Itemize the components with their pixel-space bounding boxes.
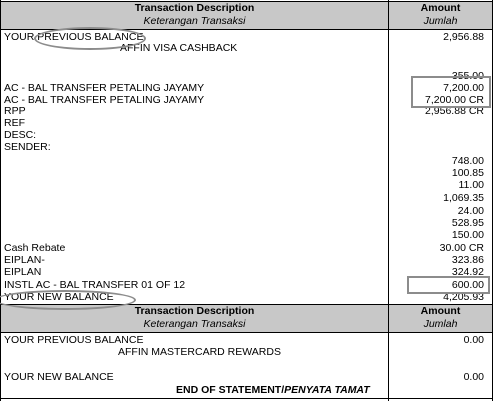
description-subtitle: Keterangan Transaksi: [143, 318, 246, 330]
column-divider: [388, 0, 389, 401]
amount-title: Amount: [420, 305, 461, 317]
sender-label: SENDER:: [4, 141, 51, 153]
cash-rebate-amount: 30.00 CR: [439, 242, 484, 254]
amount-cell: 100.85: [451, 167, 484, 179]
card-name: AFFIN VISA CASHBACK: [120, 42, 238, 54]
rpp-label: RPP: [4, 105, 26, 117]
description-title: Transaction Description: [134, 305, 255, 317]
installment-label: INSTL AC - BAL TRANSFER 01 OF 12: [4, 279, 186, 291]
end-of-statement: [176, 384, 370, 396]
desc-label: DESC:: [4, 129, 37, 141]
cash-rebate-label: Cash Rebate: [4, 242, 66, 254]
highlight-box-transfer-amounts: [411, 76, 491, 108]
rpp-amount: 2,956.88 CR: [425, 105, 484, 117]
new-balance-label: YOUR NEW BALANCE: [4, 371, 114, 383]
transaction-description: AC - BAL TRANSFER PETALING JAYAMY: [4, 94, 205, 106]
eiplan-label: EIPLAN-: [4, 254, 45, 266]
highlight-box-installment-amount: [407, 276, 490, 294]
highlight-oval-new-balance: [0, 290, 136, 310]
transaction-amount: 7,200.00: [443, 82, 484, 94]
amount-cell: 11.00: [458, 179, 484, 191]
amount-cell: 1,069.35: [443, 192, 484, 204]
eiplan-amount: 323.86: [451, 254, 484, 266]
amount-cell: 528.95: [451, 217, 484, 229]
amount-subtitle: Jumlah: [423, 318, 458, 330]
table-header: [1, 1, 492, 30]
description-title: Transaction Description: [134, 2, 255, 14]
amount-cell: 24.00: [457, 205, 484, 217]
amount-title: Amount: [420, 2, 461, 14]
ref-label: REF: [4, 117, 25, 129]
previous-balance-amount: 2,956.88: [443, 31, 484, 43]
transaction-description: AC - BAL TRANSFER PETALING JAYAMY: [4, 82, 205, 94]
description-column-header: [1, 2, 388, 29]
end-note-english: END OF STATEMENT/: [176, 384, 285, 396]
amount-cell: 355.00: [451, 70, 484, 82]
table-border-right: [492, 0, 493, 401]
table-border-bottom: [0, 398, 493, 399]
eiplan-amount: 324.92: [451, 266, 484, 278]
description-subtitle: Keterangan Transaksi: [143, 15, 246, 27]
new-balance-amount: 4,205.93: [443, 291, 484, 303]
eiplan-label: EIPLAN: [4, 266, 42, 278]
card-name: AFFIN MASTERCARD REWARDS: [118, 346, 281, 358]
installment-amount: 600.00: [451, 279, 484, 291]
amount-column-header: [389, 305, 492, 332]
table-border-left: [0, 0, 1, 401]
end-note-malay: PENYATA TAMAT: [284, 384, 370, 396]
amount-cell: 150.00: [451, 229, 484, 241]
new-balance-amount: 0.00: [463, 371, 484, 383]
transaction-amount: 7,200.00 CR: [425, 94, 484, 106]
new-balance-label: YOUR NEW BALANCE: [4, 291, 114, 303]
highlight-oval-previous-balance: [34, 27, 146, 50]
amount-column-header: [389, 2, 492, 29]
amount-subtitle: Jumlah: [423, 15, 458, 27]
amount-cell: 748.00: [451, 155, 484, 167]
previous-balance-label: YOUR PREVIOUS BALANCE: [4, 334, 144, 346]
previous-balance-label: YOUR PREVIOUS BALANCE: [4, 31, 144, 43]
previous-balance-amount: 0.00: [463, 334, 484, 346]
